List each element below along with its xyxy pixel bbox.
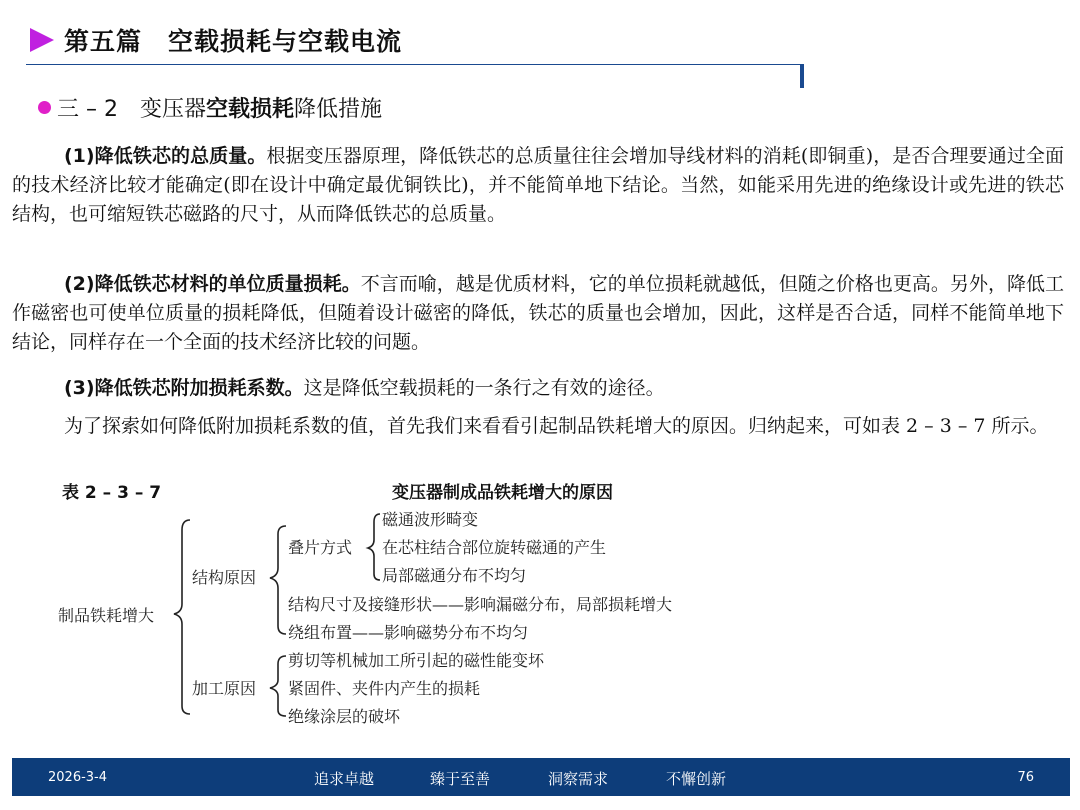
table-label: 表 2 – 3 – 7 [62,483,162,503]
tree-stack-item: 局部磁通分布不均匀 [382,566,527,585]
paragraph-2 [12,270,1064,357]
tree-structure-item: 绕组布置——影响磁势分布不均匀 [288,623,529,642]
tree-stack-item: 在芯柱结合部位旋转磁通的产生 [382,538,607,557]
tree-processing-item: 剪切等机械加工所引起的磁性能变坏 [288,651,545,670]
footer-motto: 追求卓越 [314,770,375,788]
tree-processing: 加工原因 [192,679,257,698]
footer-page-number: 76 [1017,770,1034,785]
paragraph-1 [12,142,1064,229]
paragraph-1-heading: (1)降低铁芯的总质量。 [64,145,267,167]
paragraph-3-text: 这是降低空载损耗的一条行之有效的途径。 [303,377,665,399]
footer-date: 2026-3-4 [48,770,108,785]
processing-bracket [270,656,286,716]
table-title: 变压器制成品铁耗增大的原因 [392,483,613,503]
footer-motto: 臻于至善 [430,770,491,788]
tree-stacking: 叠片方式 [288,538,353,557]
cause-tree-diagram [0,500,1080,730]
paragraph-4 [12,412,1064,441]
root-bracket [174,520,190,714]
paragraph-1-text: 根据变压器原理，降低铁芯的总质量往往会增加导线材料的消耗(即铜重)，是否合理要通过全面的技术经济比较才能确定(即在设计中确定最优铜铁比)，并不能简单地下结论。当然，如能采用先进的绝缘设计或先进的铁芯结构，也可缩短铁芯磁路的尺寸，从而降低铁芯的总质量。 [12,145,1064,225]
page-title [30,22,402,58]
page-title-text: 第五篇 空载损耗与空载电流 [64,27,403,56]
section-subtitle [38,92,382,123]
stacking-bracket [368,514,380,580]
tree-processing-item: 绝缘涂层的破坏 [288,707,401,726]
tree-processing-item: 紧固件、夹件内产生的损耗 [288,679,481,698]
title-rule-end [800,64,804,88]
arrow-bullet-icon [30,28,54,52]
footer-motto: 洞察需求 [548,770,609,788]
footer-bar [12,758,1070,796]
paragraph-3-heading: (3)降低铁芯附加损耗系数。 [64,377,304,399]
paragraph-4-text: 为了探索如何降低附加损耗系数的值，首先我们来看看引起制品铁耗增大的原因。归纳起来，可如表 2 – 3 – 7 所示。 [64,415,1049,437]
paragraph-2-heading: (2)降低铁芯材料的单位质量损耗。 [64,273,361,295]
paragraph-3 [12,374,1064,403]
paragraph-2-text: 不言而喻，越是优质材料，它的单位损耗就越低，但随之价格也更高。另外，降低工作磁密也可使单位质量的损耗降低，但随着设计磁密的降低，铁芯的质量也会增加，因此，这样是否合适，同样不能简单地下结论，同样存在一个全面的技术经济比较的问题。 [12,273,1064,353]
tree-structure: 结构原因 [192,568,257,587]
subtitle-prefix: 三 – 2 变压器 [57,97,206,122]
title-rule [26,64,804,65]
tree-structure-item: 结构尺寸及接缝形状——影响漏磁分布，局部损耗增大 [288,595,673,614]
tree-stack-item: 磁通波形畸变 [382,510,479,529]
subtitle-bold: 空载损耗 [205,97,294,122]
tree-root: 制品铁耗增大 [58,606,155,625]
subtitle-suffix: 降低措施 [294,97,383,122]
structure-bracket [270,526,286,634]
bullet-dot-icon [38,101,51,114]
footer-motto: 不懈创新 [666,770,727,788]
